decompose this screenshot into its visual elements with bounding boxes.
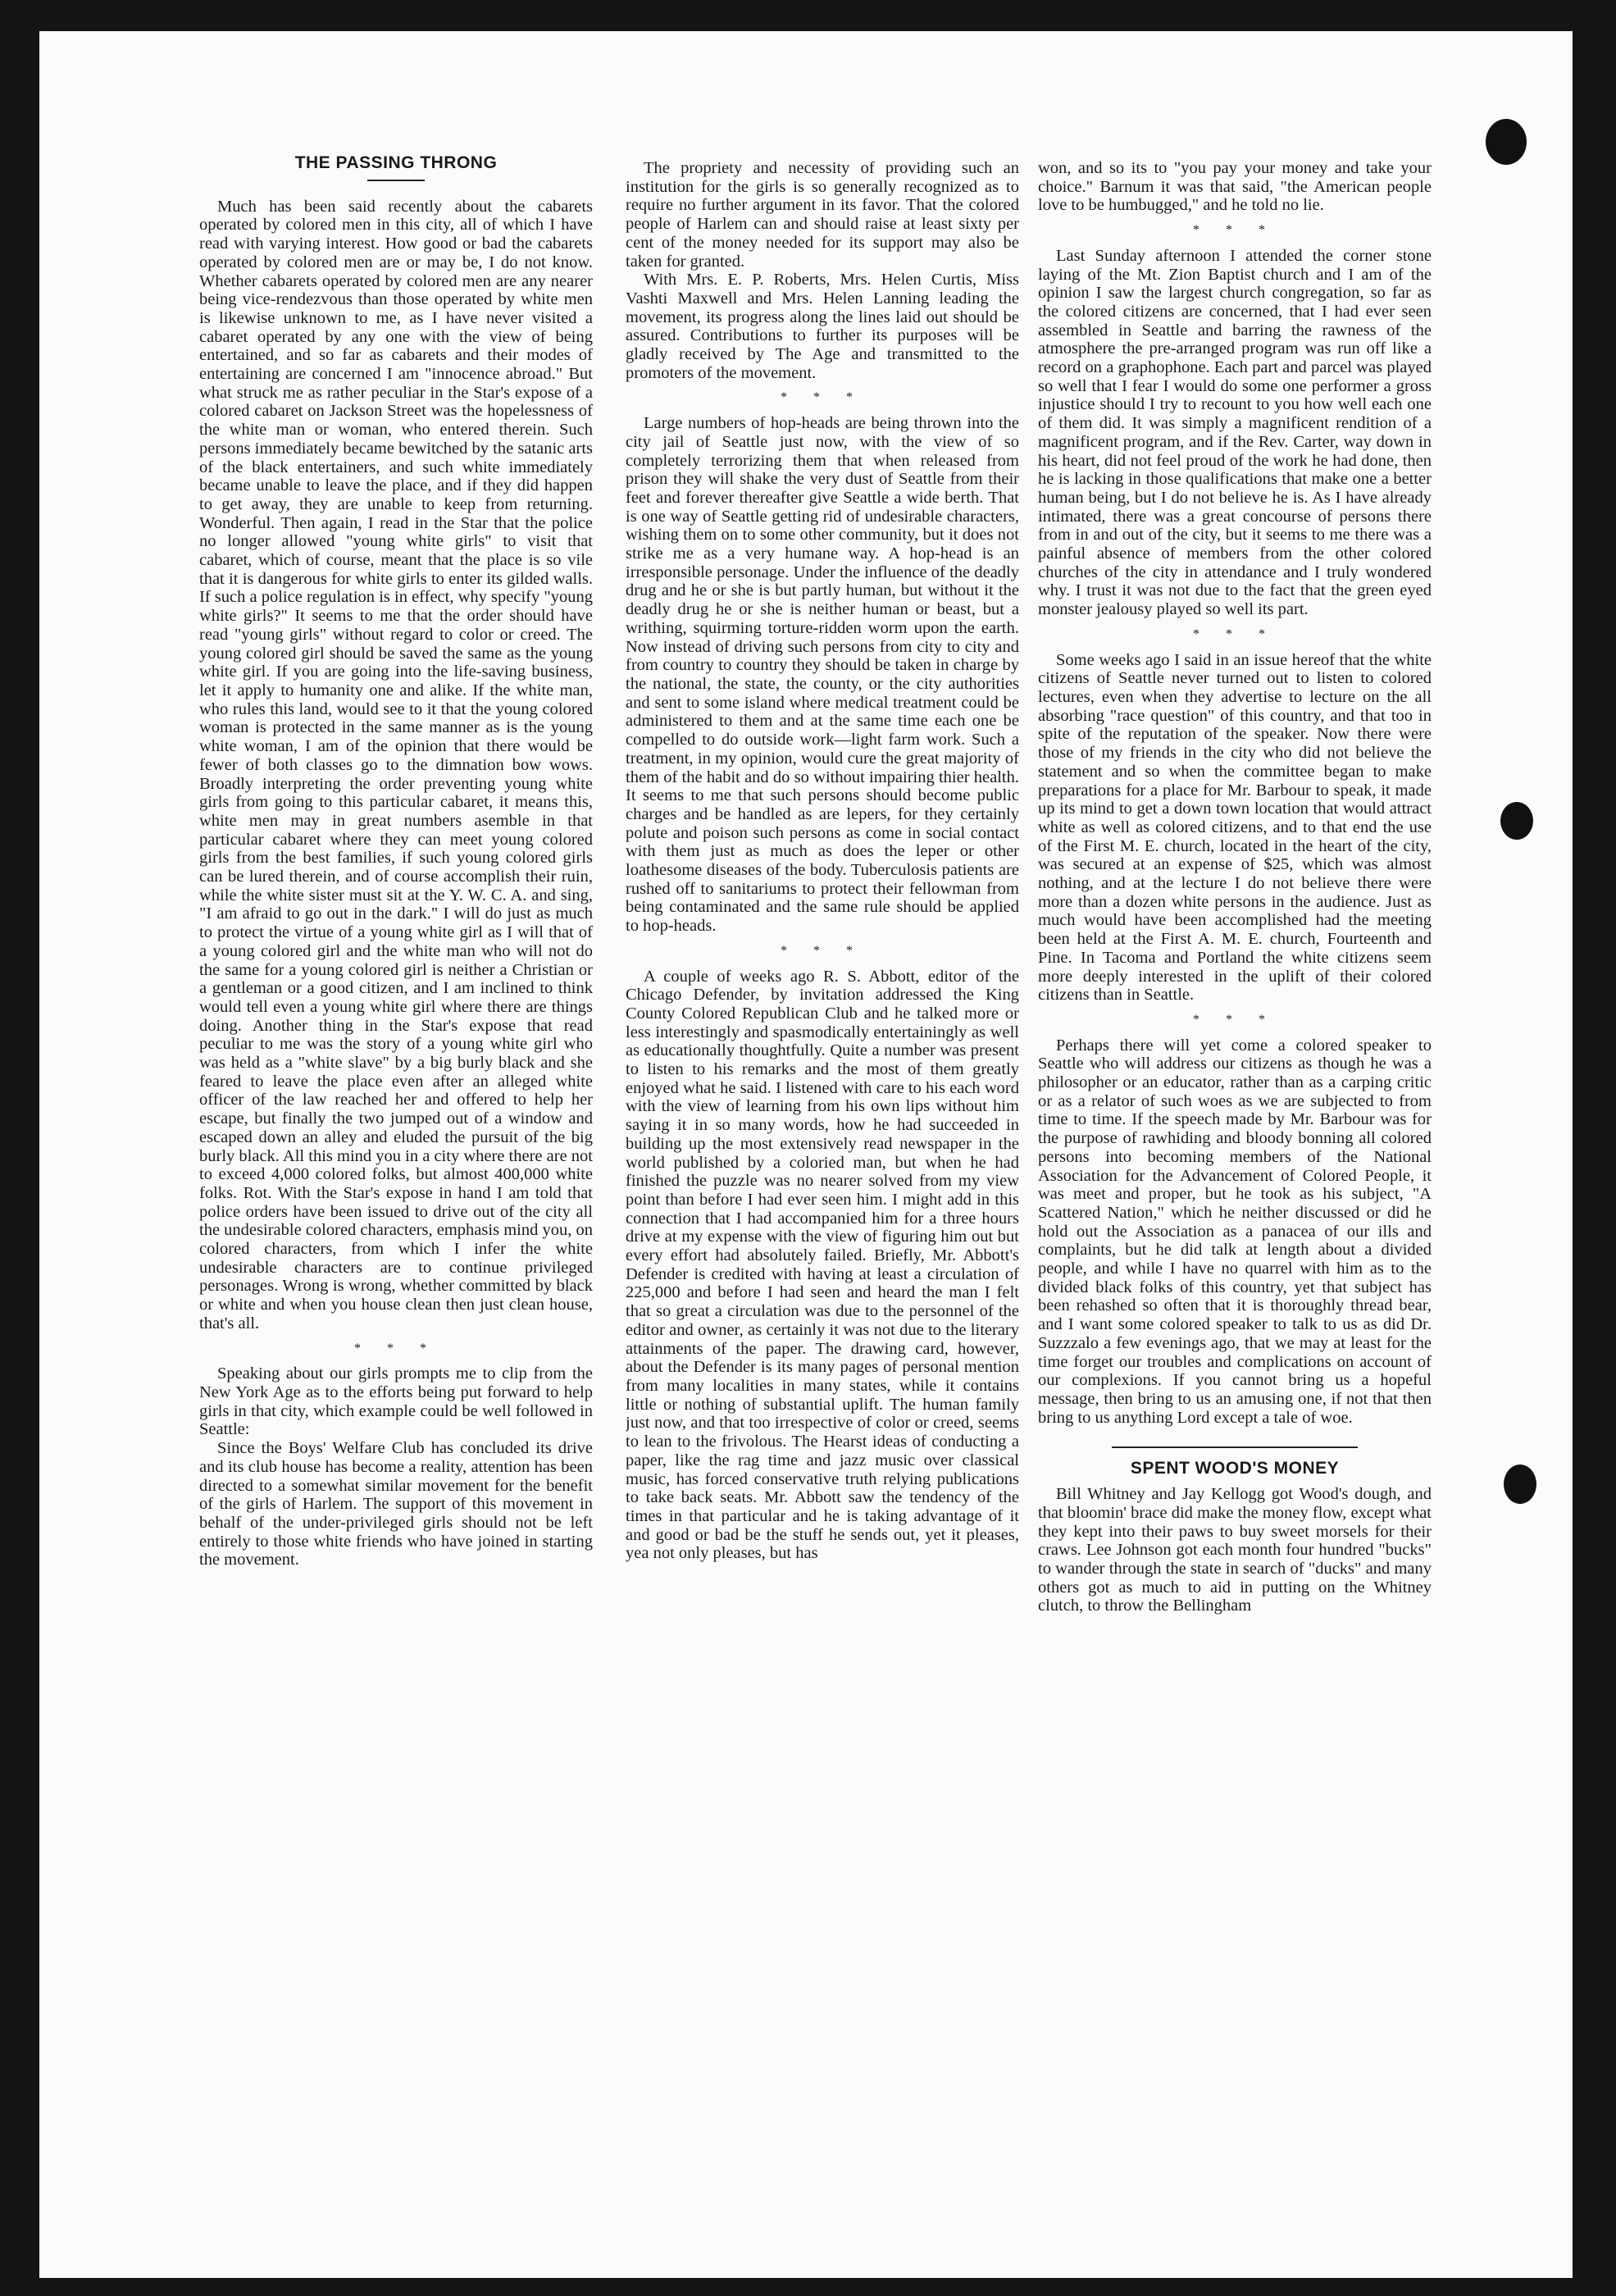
paragraph: The propriety and necessity of providing such an institution for the girls is so generally recognized as to require no further argument in its favor. That the colored people of Harlem can and should raise at least sixty per cent of the money needed for its support may also be taken for granted.	[626, 159, 1019, 271]
section-separator: * * *	[1193, 223, 1277, 238]
section-separator: * * *	[1193, 1012, 1277, 1027]
paragraph: With Mrs. E. P. Roberts, Mrs. Helen Curtis, Miss Vashti Maxwell and Mrs. Helen Lanning leading the movement, its progress along the lines laid out should be assured. Contributions to further its purposes will be gladly received by The Age and transmitted to the promoters of the movement.	[626, 271, 1019, 382]
section-separator: * * *	[781, 390, 864, 405]
paragraph: Perhaps there will yet come a colored speaker to Seattle who will address our citizens as though he was a philosopher or an educator, rather than as a carping critic or as a relator of such woes as we are subjected to from time to time. If the speech made by Mr. Barbour was for the purpose of rawhiding and bloody bonning all colored persons into becoming members of the National Association for the Advancement of Colored People, it was meet and proper, but he took as his subject, "A Scattered Nation," which he neither discussed or did he hold out the Association as a panacea of our ills and complaints, but he did talk at length about a divided people, and while I have no quarrel with him as to the divided black folks of this country, yet that subject has been rehashed so often that it is thoroughly thread bear, and I want some colored speaker to talk to us as did Dr. Suzzzalo a few evenings ago, that we may at least for the time forget our troubles and complications on account of our complexions. If you cannot bring us a hopeful message, then bring to us an amusing one, if not that then bring to us anything Lord except a tale of woe.	[1038, 1036, 1432, 1427]
punch-hole-top	[1486, 119, 1527, 165]
column-left	[199, 154, 593, 2180]
section-separator: * * *	[1193, 626, 1277, 641]
punch-hole-lower	[1504, 1465, 1536, 1504]
paragraph: A couple of weeks ago R. S. Abbott, editor of the Chicago Defender, by invitation addressed the King County Colored Republican Club and he talked more or less interestingly and spasmodically entertainingly as well as educationally thoughtfully. Quite a number was present to listen to his remarks and the most of them greatly enjoyed what he said. I listened with care to his each word with the view of learning from his own lips without him saying it in so many words, how he had succeeded in building up the most extensively read newspaper in the world published by a coloried man, but when he had finished the puzzle was no nearer solved from my view point than before I had ever seen him. I might add in this connection that I had accompanied him for a three hours drive at my expense with the view of figuring him out but every effort had absolutely failed. Briefly, Mr. Abbott's Defender is credited with having at least a circulation of 225,000 and before I had seen and heard the man I felt that so great a circulation was due to the personnel of the editor and owner, as certainly it was not due to the literary attainments of the paper. The drawing card, however, about the Defender is its many pages of personal mention from many localities in many states, while it contains little or nothing of substantial uplift. The human family just now, and that too irrespective of color or creed, seems to lean to the frivolous. The Hearst ideas of conducting a paper, like the rag time and jazz music over classical music, has forced conservative truth relying publications to take back seats. Mr. Abbott saw the tendency of the times in that particular and he is taking advantage of it and good or bad be the stuff he sends out, yet it pleases, yea not only pleases, but has	[626, 967, 1019, 1563]
section-rule	[1112, 1446, 1358, 1448]
article-heading: SPENT WOOD'S MONEY	[1130, 1459, 1340, 1478]
paragraph: Speaking about our girls prompts me to clip from the New York Age as to the efforts being put forward to help girls in that city, which example could be well followed in Seattle:	[199, 1364, 593, 1439]
newspaper-page	[39, 31, 1573, 2278]
paragraph: Large numbers of hop-heads are being thrown into the city jail of Seattle just now, with the view of so completely terrorizing them that when released from prison they will shake the very dust of Seattle from their feet and forever thereafter give Seattle a wide berth. That is one way of Seattle getting rid of undesirable characters, wishing them on to some other community, but it does not strike me as a very humane way. A hop-head is an irresponsible personage. Under the influence of the deadly drug and he or she is but partly human, but without it the deadly drug he or she is neither human or beast, but a writhing, squirming torture-ridden worm upon the earth. Now instead of driving such persons from city to city and from country to country they should be taken in charge by the national, the state, the county, or the city authorities and sent to some island where medical treatment could be administered to them and at the same time each one be compelled to do outside work—light farm work. Such a treatment, in my opinion, would cure the great majority of them of the habit and do so without impairing thier health. It seems to me that such persons should become public charges and be handled as are lepers, for they certainly polute and poison such persons as come in social contact with them just as much as does the leper or other loathesome diseases of the body. Tuberculosis patients are rushed off to sanitariums to protect their fellowman from being contaminated and the same rule should be applied to hop-heads.	[626, 414, 1019, 936]
column-middle	[626, 159, 1019, 2184]
paragraph: Bill Whitney and Jay Kellogg got Wood's dough, and that bloomin' brace did make the money flow, except what they kept into their paws to buy sweet morsels for their craws. Lee Johnson got each month four hundred "bucks" to wander through the state in search of "ducks" and many others got as much to aid in putting on the Whitney clutch, to throw the Bellingham	[1038, 1485, 1432, 1615]
section-separator: * * *	[781, 943, 864, 958]
heading-rule	[367, 180, 425, 181]
article-heading: THE PASSING THRONG	[294, 154, 498, 172]
paragraph: Much has been said recently about the cabarets operated by colored men in this city, all of which I have read with varying interest. How good or bad the cabarets operated by colored men are or may be, I do not know. Whether cabarets operated by colored men are any nearer being vice-rendezvous than those operated by white men is likewise unknown to me, as I have never visited a cabaret operated by any one with the view of being entertained, and so far as cabarets and their modes of entertaining are concerned I am "innocence abroad." But what struck me as rather peculiar in the Star's expose of a colored cabaret on Jackson Street was the hopelessness of the white man or woman, who entered therein. Such persons immediately became bewitched by the satanic arts of the black entertainers, and such white immediately became unable to leave the place, and if they did happen to get away, they are unable to keep from returning. Wonderful. Then again, I read in the Star that the police no longer allowed "young white girls" to visit that cabaret, which of course, meant that the place is so vile that it is dangerous for white girls to enter its gilded walls. If such a police regulation is in effect, why specify "young white girls?" It seems to me that the order should have read "young girls" without regard to color or creed. The young colored girl should be saved the same as the young white girl. If you are going into the life-saving business, let it apply to humanity one and alike. If the white man, who rules this land, would see to it that the young colored woman is protected in the same manner as is the young white woman, I am of the opinion that there would be fewer of both classes go to the dimnation bow wows. Broadly interpreting the order preventing young white girls from going to this particular cabaret, it means this, white men may in great numbers asemble in that particular cabaret where they can meet young colored girls from the best families, if such young colored girls can be lured therein, and of course accomplish their ruin, while the white sister must sit at the Y. W. C. A. and sing, "I am afraid to go out in the dark." I will do just as much to protect the virtue of a young white girl as I will that of a young colored girl and the white man who will not do the same for a young colored girl is neither a Christian or a gentleman or a good citizen, and I am inclined to think would tell even a young white girl where there are things doing. Another thing in the Star's expose that read peculiar to me was the story of a young white girl who was held as a "white slave" by a big burly black and she feared to leave the place even after an alleged white officer of the law reached her and offered to help her escape, but finally the two jumped out of a window and escaped down an alley and eluded the pursuit of the big burly black. All this mind you in a city where there are not to exceed 4,000 colored folks, but almost 400,000 white folks. Rot. With the Star's expose in hand I am told that police orders have been issued to drive out of the city all the undesirable colored characters, emphasis mind you, on colored characters, from which I infer the white undesirable characters are to continue privileged personages. Wrong is wrong, whether committed by black or white and when you house clean then just clean house, that's all.	[199, 197, 593, 1332]
punch-hole-middle	[1500, 802, 1533, 840]
paragraph: Last Sunday afternoon I attended the corner stone laying of the Mt. Zion Baptist church and I am of the opinion I saw the largest church congregation, so far as the colored citizens are concerned, that I had ever seen assembled in Seattle and barring the rawness of the atmosphere the pre-arranged program was run off like a record on a graphophone. Each part and parcel was played so well that I fear I would do some one performer a gross injustice should I try to recount to you how well each one of them did. It was simply a magnificent rendition of a magnificent program, and if the Rev. Carter, way down in his heart, did not feel proud of the work he had done, then he is lacking in those qualifications that make one a better human being, but I do not believe he is. As I have already intimated, there was a great concourse of persons there from in and out of the city, but it seems to me there was a painful absence of members from the other colored churches of the city in attendance and I truly wondered why. I trust it was not due to the fact that the green eyed monster jealousy played so well its part.	[1038, 246, 1432, 619]
section-separator: * * *	[354, 1341, 438, 1355]
paragraph: Since the Boys' Welfare Club has concluded its drive and its club house has become a reality, attention has been directed to a somewhat similar movement for the benefit of the girls of Harlem. The support of this movement in behalf of the under-privileged girls should not be left entirely to those white friends who have joined in starting the movement.	[199, 1439, 593, 1569]
paragraph: won, and so its to "you pay your money and take your choice." Barnum it was that said, "the American people love to be humbugged," and he told no lie.	[1038, 159, 1432, 215]
paragraph: Some weeks ago I said in an issue hereof that the white citizens of Seattle never turned out to listen to colored lectures, even when they advertise to lecture on the all absorbing "race question" of this country, and that too in spite of the reputation of the speaker. Now there were those of my friends in the city who did not believe the statement and so when the committee began to make preparations for a place for Mr. Barbour to speak, it made up its mind to get a down town location that would attract white as well as colored citizens, and to that end the use of the First M. E. church, located in the heart of the city, was secured at an expense of $25, which was almost nothing, and at the lecture I do not believe there were more than a dozen white persons in the audience. Just as much would have been accomplished had the meeting been held at the First A. M. E. church, Fourteenth and Pine. In Tacoma and Portland the white citizens seem more deeply interested in the uplift of their colored citizens than in Seattle.	[1038, 650, 1432, 1004]
column-right	[1038, 159, 1432, 2184]
